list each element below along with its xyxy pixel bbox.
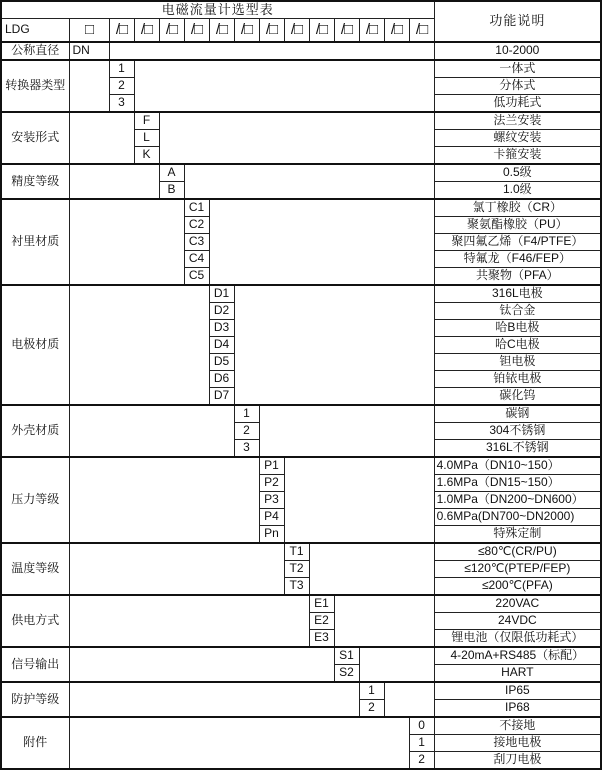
desc-cell: 24VDC	[434, 612, 601, 629]
code-cell: E2	[309, 612, 334, 629]
desc-cell: 220VAC	[434, 595, 601, 613]
section-label: 防护等级	[1, 682, 69, 717]
model-slash-box: /□	[209, 19, 234, 42]
code-cell: 1	[359, 682, 384, 700]
desc-cell: 分体式	[434, 77, 601, 94]
code-cell: D6	[209, 370, 234, 387]
gap-cell	[109, 42, 434, 60]
desc-cell: 铂铱电极	[434, 370, 601, 387]
code-cell: Pn	[259, 525, 284, 543]
code-cell: 3	[234, 439, 259, 457]
desc-cell: ≤120℃(PTEP/FEP)	[434, 560, 601, 577]
desc-cell: 聚氨酯橡胶（PU）	[434, 216, 601, 233]
model-slash-box: /□	[309, 19, 334, 42]
code-cell: 1	[234, 405, 259, 423]
code-cell: C1	[184, 199, 209, 217]
code-cell: S2	[334, 664, 359, 682]
code-cell: 2	[409, 751, 434, 769]
desc-cell: IP65	[434, 682, 601, 700]
model-slash-box: /□	[134, 19, 159, 42]
model-base-box: □	[69, 19, 109, 42]
desc-cell: 一体式	[434, 60, 601, 78]
desc-cell: 1.0MPa（DN200~DN600）	[434, 491, 601, 508]
model-slash-box: /□	[109, 19, 134, 42]
desc-cell: 碳化钨	[434, 387, 601, 405]
model-slash-box: /□	[334, 19, 359, 42]
desc-cell: 1.0级	[434, 181, 601, 199]
gap-cell	[69, 285, 209, 405]
gap-cell	[384, 682, 434, 717]
gap-cell	[69, 543, 284, 595]
code-cell: T2	[284, 560, 309, 577]
code-cell: F	[134, 112, 159, 130]
code-cell: D7	[209, 387, 234, 405]
section-label: 精度等级	[1, 164, 69, 199]
code-cell: D4	[209, 336, 234, 353]
code-cell: S1	[334, 647, 359, 665]
desc-cell: 哈C电极	[434, 336, 601, 353]
section-label: 温度等级	[1, 543, 69, 595]
gap-cell	[69, 199, 184, 285]
code-cell: P2	[259, 474, 284, 491]
section-label: 电极材质	[1, 285, 69, 405]
model-slash-box: /□	[384, 19, 409, 42]
model-slash-box: /□	[284, 19, 309, 42]
model-slash-box: /□	[409, 19, 434, 42]
gap-cell	[309, 543, 434, 595]
desc-cell: 共聚物（PFA）	[434, 267, 601, 285]
gap-cell	[234, 285, 434, 405]
desc-cell: 0.6MPa(DN700~DN2000)	[434, 508, 601, 525]
code-cell: B	[159, 181, 184, 199]
desc-cell: 特殊定制	[434, 525, 601, 543]
desc-cell: 4.0MPa（DN10~150）	[434, 457, 601, 475]
code-cell: A	[159, 164, 184, 182]
code-cell: E1	[309, 595, 334, 613]
desc-cell: IP68	[434, 699, 601, 717]
code-cell: C5	[184, 267, 209, 285]
gap-cell	[69, 457, 259, 543]
desc-cell: 刮刀电极	[434, 751, 601, 769]
desc-cell: 锂电池（仅限低功耗式）	[434, 629, 601, 647]
desc-cell: ≤80℃(CR/PU)	[434, 543, 601, 561]
gap-cell	[69, 647, 334, 682]
desc-cell: 法兰安装	[434, 112, 601, 130]
model-slash-box: /□	[359, 19, 384, 42]
desc-cell: 4-20mA+RS485（标配）	[434, 647, 601, 665]
desc-cell: 316L不锈钢	[434, 439, 601, 457]
desc-cell: 氯丁橡胶（CR）	[434, 199, 601, 217]
code-cell: D5	[209, 353, 234, 370]
section-label: 公称直径	[1, 42, 69, 60]
gap-cell	[69, 112, 134, 164]
desc-cell: 接地电极	[434, 734, 601, 751]
code-cell: 2	[359, 699, 384, 717]
desc-cell: 哈B电极	[434, 319, 601, 336]
desc-cell: 螺纹安装	[434, 129, 601, 146]
model-slash-box: /□	[259, 19, 284, 42]
code-cell: P4	[259, 508, 284, 525]
gap-cell	[69, 164, 159, 199]
model-slash-box: /□	[184, 19, 209, 42]
code-cell: K	[134, 146, 159, 164]
gap-cell	[259, 405, 434, 457]
code-cell: D3	[209, 319, 234, 336]
section-label: 衬里材质	[1, 199, 69, 285]
code-cell: C3	[184, 233, 209, 250]
gap-cell	[284, 457, 434, 543]
model-slash-box: /□	[159, 19, 184, 42]
code-cell: P3	[259, 491, 284, 508]
desc-cell: 不接地	[434, 717, 601, 735]
desc-cell: 卡箍安装	[434, 146, 601, 164]
desc-cell: 10-2000	[434, 42, 601, 60]
gap-cell	[69, 682, 359, 717]
desc-cell: 聚四氟乙烯（F4/PTFE）	[434, 233, 601, 250]
gap-cell	[69, 717, 409, 769]
code-cell: P1	[259, 457, 284, 475]
desc-cell: 低功耗式	[434, 94, 601, 112]
desc-cell: 1.6MPa（DN15~150）	[434, 474, 601, 491]
code-cell: 0	[409, 717, 434, 735]
gap-cell	[69, 595, 309, 647]
gap-cell	[159, 112, 434, 164]
section-label: 供电方式	[1, 595, 69, 647]
desc-cell: 316L电极	[434, 285, 601, 303]
table-title: 电磁流量计选型表	[1, 1, 434, 19]
model-prefix: LDG	[1, 19, 69, 42]
code-cell: L	[134, 129, 159, 146]
section-label: 压力等级	[1, 457, 69, 543]
code-cell: C2	[184, 216, 209, 233]
code-cell: D1	[209, 285, 234, 303]
code-cell: 1	[409, 734, 434, 751]
section-label: 安装形式	[1, 112, 69, 164]
code-cell: 2	[234, 422, 259, 439]
gap-cell	[334, 595, 434, 647]
gap-cell	[359, 647, 434, 682]
function-column-header: 功能说明	[434, 1, 601, 42]
code-cell: 3	[109, 94, 134, 112]
desc-cell: HART	[434, 664, 601, 682]
code-cell: 2	[109, 77, 134, 94]
code-cell: T1	[284, 543, 309, 561]
gap-cell	[69, 60, 109, 112]
code-cell: E3	[309, 629, 334, 647]
section-label: 外壳材质	[1, 405, 69, 457]
section-label: 转换器类型	[1, 60, 69, 112]
code-cell: D2	[209, 302, 234, 319]
desc-cell: 304不锈钢	[434, 422, 601, 439]
desc-cell: 特氟龙（F46/FEP）	[434, 250, 601, 267]
desc-cell: 碳钢	[434, 405, 601, 423]
section-label: 信号输出	[1, 647, 69, 682]
gap-cell	[209, 199, 434, 285]
code-cell: T3	[284, 577, 309, 595]
desc-cell: ≤200℃(PFA)	[434, 577, 601, 595]
desc-cell: 钽电极	[434, 353, 601, 370]
gap-cell	[184, 164, 434, 199]
gap-cell	[69, 405, 234, 457]
code-cell: C4	[184, 250, 209, 267]
gap-cell	[134, 60, 434, 112]
desc-cell: 0.5级	[434, 164, 601, 182]
code-cell: 1	[109, 60, 134, 78]
section-label: 附件	[1, 717, 69, 769]
code-cell: DN	[69, 42, 109, 60]
desc-cell: 钛合金	[434, 302, 601, 319]
model-slash-box: /□	[234, 19, 259, 42]
